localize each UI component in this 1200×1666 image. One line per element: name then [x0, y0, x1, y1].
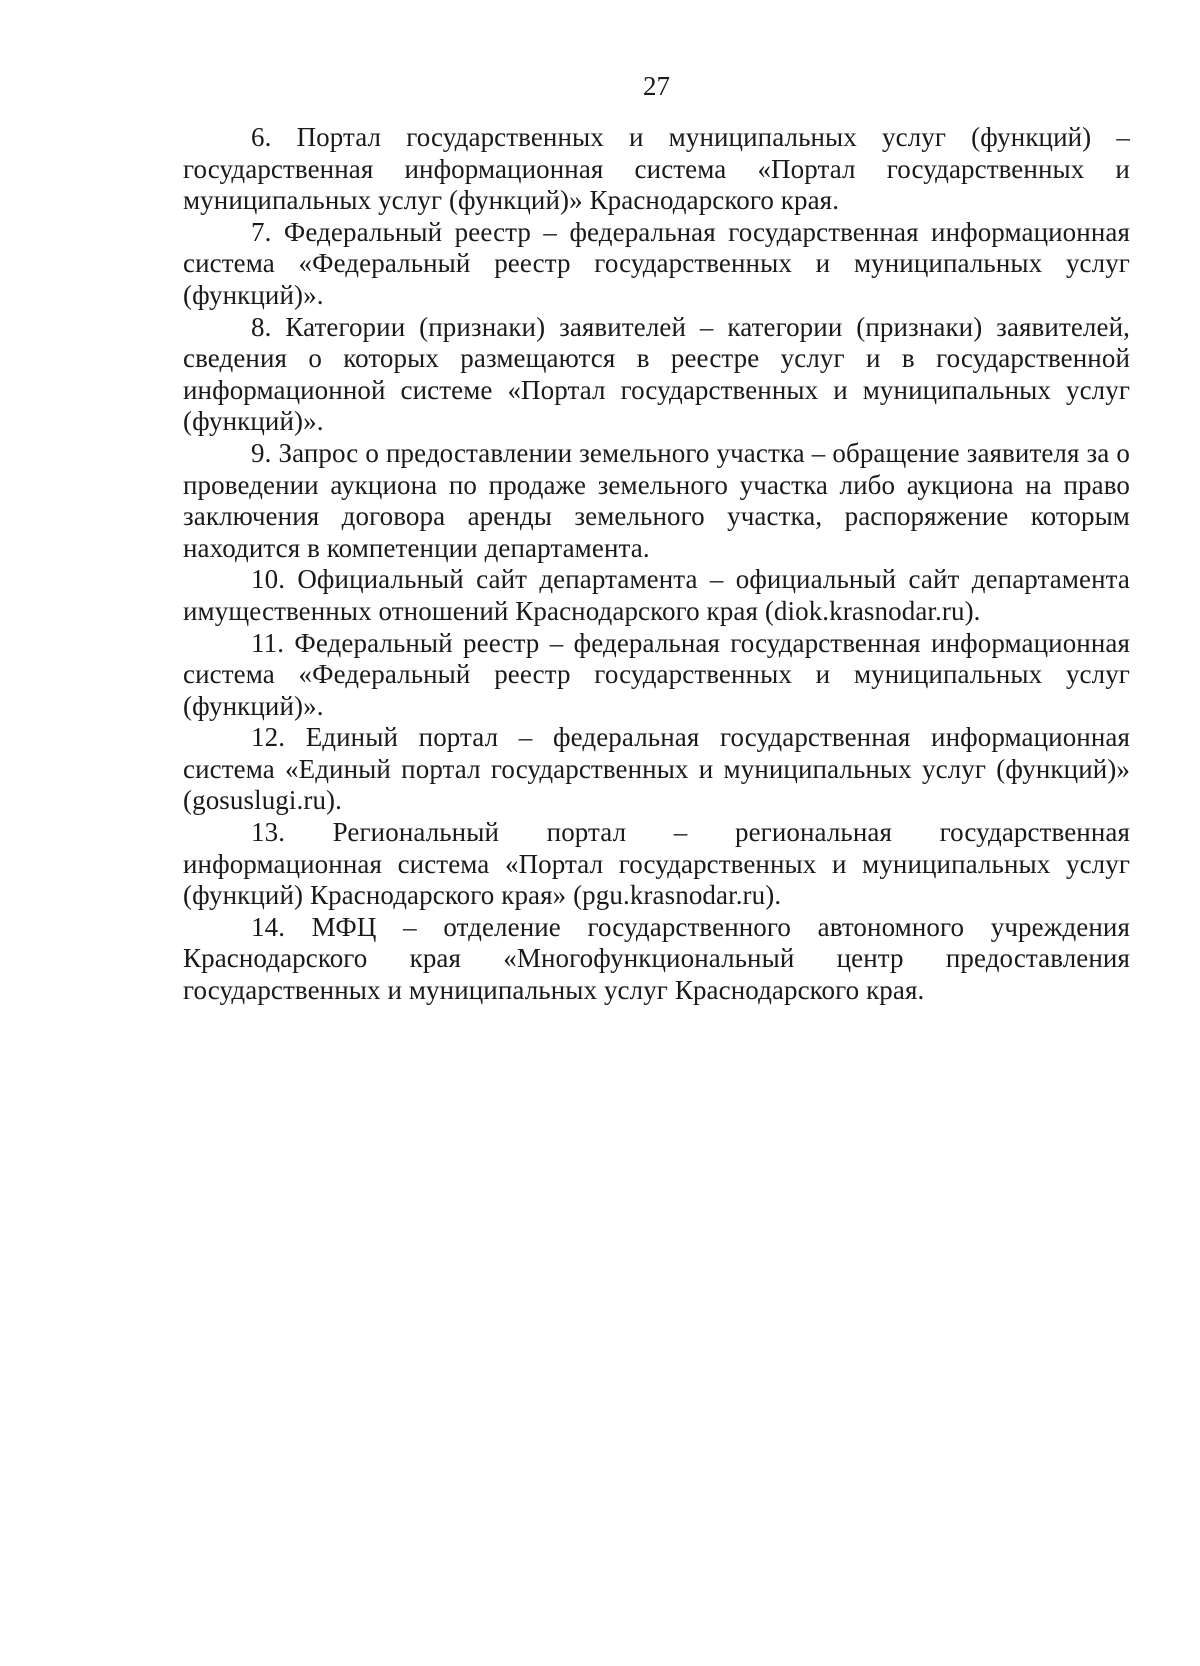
paragraph-10: 10. Официальный сайт департамента – официальный сайт департамента имущественных отношений Краснодарского края (diok.krasnodar.ru). — [183, 564, 1130, 626]
paragraph-11: 11. Федеральный реестр – федеральная государственная информационная система «Федеральный реестр государственных и муниципальных услуг (функций)». — [183, 627, 1130, 721]
paragraph-6: 6. Портал государственных и муниципальных услуг (функций) – государственная информационная система «Портал государственных и муниципальных услуг (функций)» Краснодарского края. — [183, 122, 1130, 216]
paragraph-12: 12. Единый портал – федеральная государственная информационная система «Единый портал государственных и муниципальных услуг (функций)» (gosuslugi.ru). — [183, 722, 1130, 816]
document-page — [183, 0, 1130, 1666]
page-number: 27 — [643, 71, 670, 101]
paragraph-7: 7. Федеральный реестр – федеральная государственная информационная система «Федеральный реестр государственных и муниципальных услуг (функций)». — [183, 216, 1130, 310]
paragraph-14: 14. МФЦ – отделение государственного автономного учреждения Краснодарского края «Многофункциональный центр предоставления государственных и муниципальных услуг Краснодарского края. — [183, 911, 1130, 1006]
paragraph-9: 9. Запрос о предоставлении земельного участка – обращение заявителя за о проведении аукциона по продаже земельного участка либо аукциона на право заключения договора аренды земельного участка, распоряжение которым находится в компетенции департамента. — [183, 437, 1130, 563]
paragraph-13: 13. Региональный портал – региональная государственная информационная система «Портал государственных и муниципальных услуг (функций) Краснодарского края» (pgu.krasnodar.ru). — [183, 817, 1130, 911]
document-body — [183, 122, 1130, 1007]
paragraph-8: 8. Категории (признаки) заявителей – категории (признаки) заявителей, сведения о которых размещаются в реестре услуг и в государственной информационной системе «Портал государственных и муниципальных услуг (функций)». — [183, 311, 1130, 437]
